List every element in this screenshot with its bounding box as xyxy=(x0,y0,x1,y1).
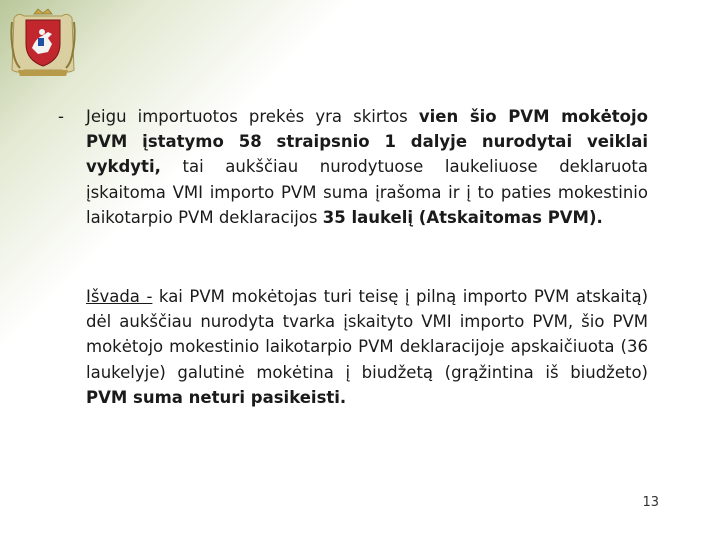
page-number: 13 xyxy=(642,495,659,510)
bullet-text-part1: Jeigu importuotos prekės yra skirtos xyxy=(86,107,419,126)
conclusion-text: kai PVM mokėtojas turi teisę į pilną importo PVM atskaitą) dėl aukščiau nurodyta tvarka įskaityto VMI importo PVM, šio PVM mokėtojo mokestinio laikotarpio PVM deklaracijoje apskaičiuota (36 laukelyje) galutinė mokėtina į biudžetą (grąžintina iš biudžeto) xyxy=(86,287,649,382)
bullet-text-bold2: 35 laukelį (Atskaitomas PVM). xyxy=(322,207,603,227)
lithuanian-coat-of-arms-icon xyxy=(8,8,78,78)
conclusion-bold-text: PVM suma neturi pasikeisti. xyxy=(86,387,347,407)
conclusion-label: Išvada - xyxy=(86,287,153,306)
bullet-text-part2: tai aukščiau nurodytuose laukeliuose deklaruota įskaitoma VMI importo PVM suma įrašoma ir į to paties mokestinio laikotarpio PVM deklaracijos xyxy=(86,157,648,227)
bullet-text-bold1: vien šio PVM mokėtojo PVM įstatymo 58 straipsnio 1 dalyje nurodytai veiklai vykdyti, xyxy=(86,107,648,177)
conclusion-paragraph xyxy=(86,284,648,410)
bullet-text xyxy=(86,104,648,230)
bullet-marker: - xyxy=(58,107,64,126)
